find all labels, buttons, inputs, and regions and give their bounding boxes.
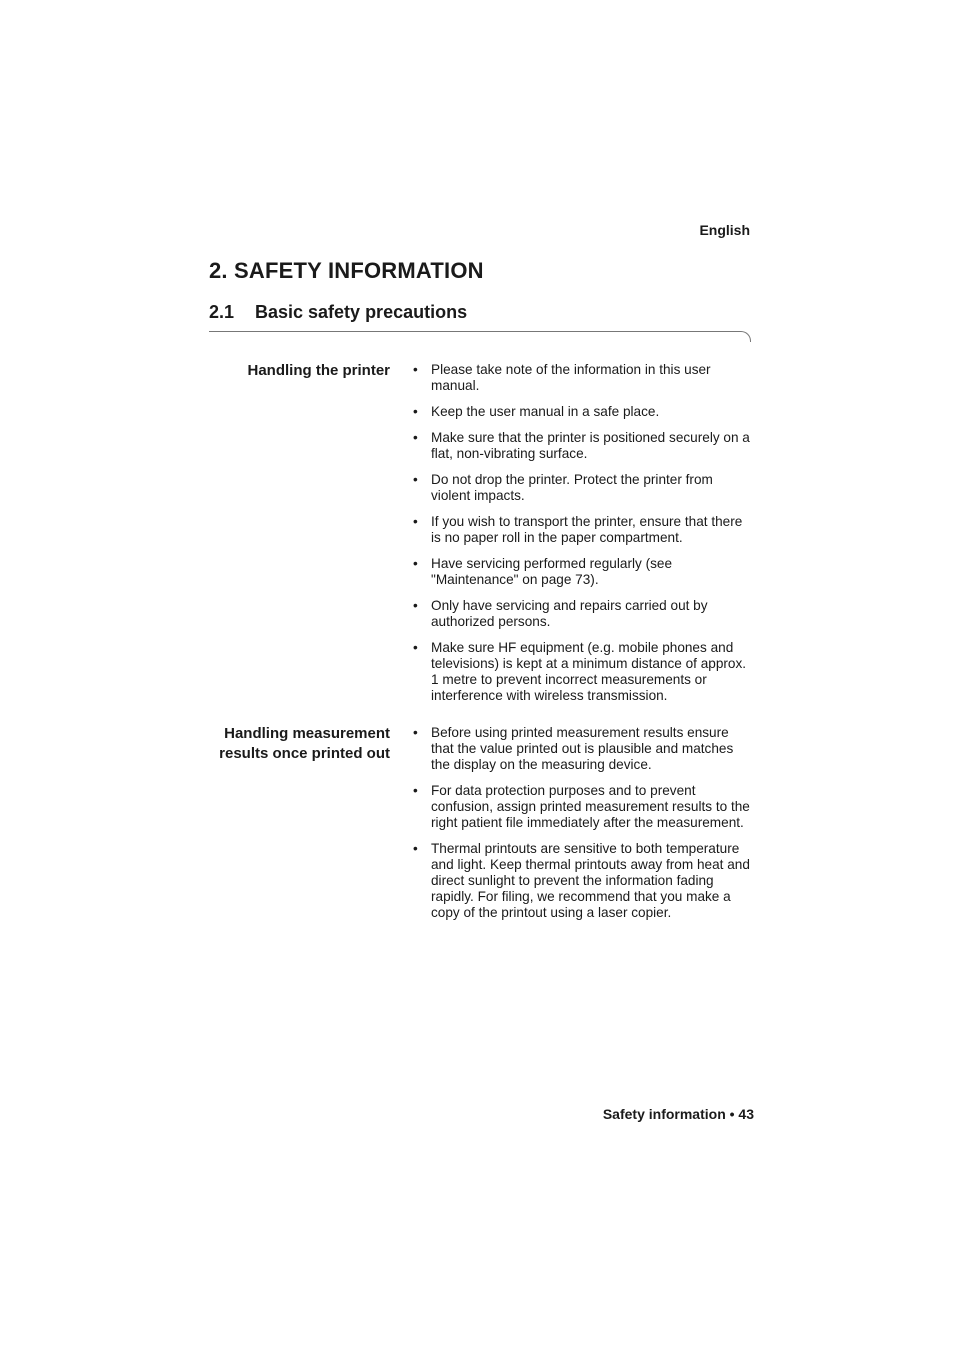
list-item-text: Have servicing performed regularly (see "Maintenance" on page 73). [431, 556, 673, 587]
list-item-text: Do not drop the printer. Protect the printer from violent impacts. [431, 472, 713, 503]
bullet-icon: • [413, 725, 418, 740]
list-item-text: Keep the user manual in a safe place. [431, 404, 660, 419]
bullet-icon: • [413, 472, 418, 487]
section-divider-corner [740, 331, 751, 342]
list-item [413, 841, 755, 921]
section-divider [209, 331, 741, 332]
section-title [209, 302, 467, 323]
list-item [413, 404, 755, 420]
bullet-icon: • [413, 841, 418, 856]
list-item [413, 598, 755, 630]
bullet-icon: • [413, 598, 418, 613]
list-item [413, 430, 755, 462]
block-label: Handling measurement results once printed out [219, 725, 390, 762]
block-label: Handling the printer [247, 362, 390, 379]
bullet-list [413, 725, 755, 931]
list-item-text: If you wish to transport the printer, ensure that there is no paper roll in the paper compartment. [431, 514, 743, 545]
language-label: English [699, 222, 750, 238]
section-number: 2.1 [209, 302, 235, 322]
bullet-icon: • [413, 640, 418, 655]
list-item [413, 725, 755, 773]
bullet-icon: • [413, 430, 418, 445]
list-item-text: Make sure HF equipment (e.g. mobile phones and televisions) is kept at a minimum distance of approx. 1 metre to prevent incorrect measurements or interference with wireless transmission. [431, 640, 747, 703]
bullet-icon: • [413, 362, 418, 377]
page-footer: Safety information • 43 [602, 1106, 754, 1122]
section-title-text: Basic safety precautions [255, 302, 468, 322]
list-item-text: For data protection purposes and to prevent confusion, assign printed measurement results to the right patient file immediately after the measurement. [431, 783, 750, 830]
list-item [413, 362, 755, 394]
list-item-text: Make sure that the printer is positioned securely on a flat, non-vibrating surface. [431, 430, 750, 461]
bullet-list [413, 362, 755, 714]
list-item-text: Only have servicing and repairs carried out by authorized persons. [431, 598, 708, 629]
list-item-text: Please take note of the information in this user manual. [431, 362, 711, 393]
bullet-icon: • [413, 783, 418, 798]
bullet-icon: • [413, 404, 418, 419]
bullet-icon: • [413, 514, 418, 529]
list-item [413, 640, 755, 704]
chapter-title: 2. SAFETY INFORMATION [209, 258, 484, 283]
list-item [413, 472, 755, 504]
list-item-text: Before using printed measurement results ensure that the value printed out is plausible and matches the display on the measuring device. [431, 725, 734, 772]
list-item-text: Thermal printouts are sensitive to both temperature and light. Keep thermal printouts away from heat and direct sunlight to prevent the information fading rapidly. For filing, we recommend that you make a copy of the printout using a laser copier. [431, 841, 750, 920]
bullet-icon: • [413, 556, 418, 571]
list-item [413, 783, 755, 831]
list-item [413, 556, 755, 588]
list-item [413, 514, 755, 546]
